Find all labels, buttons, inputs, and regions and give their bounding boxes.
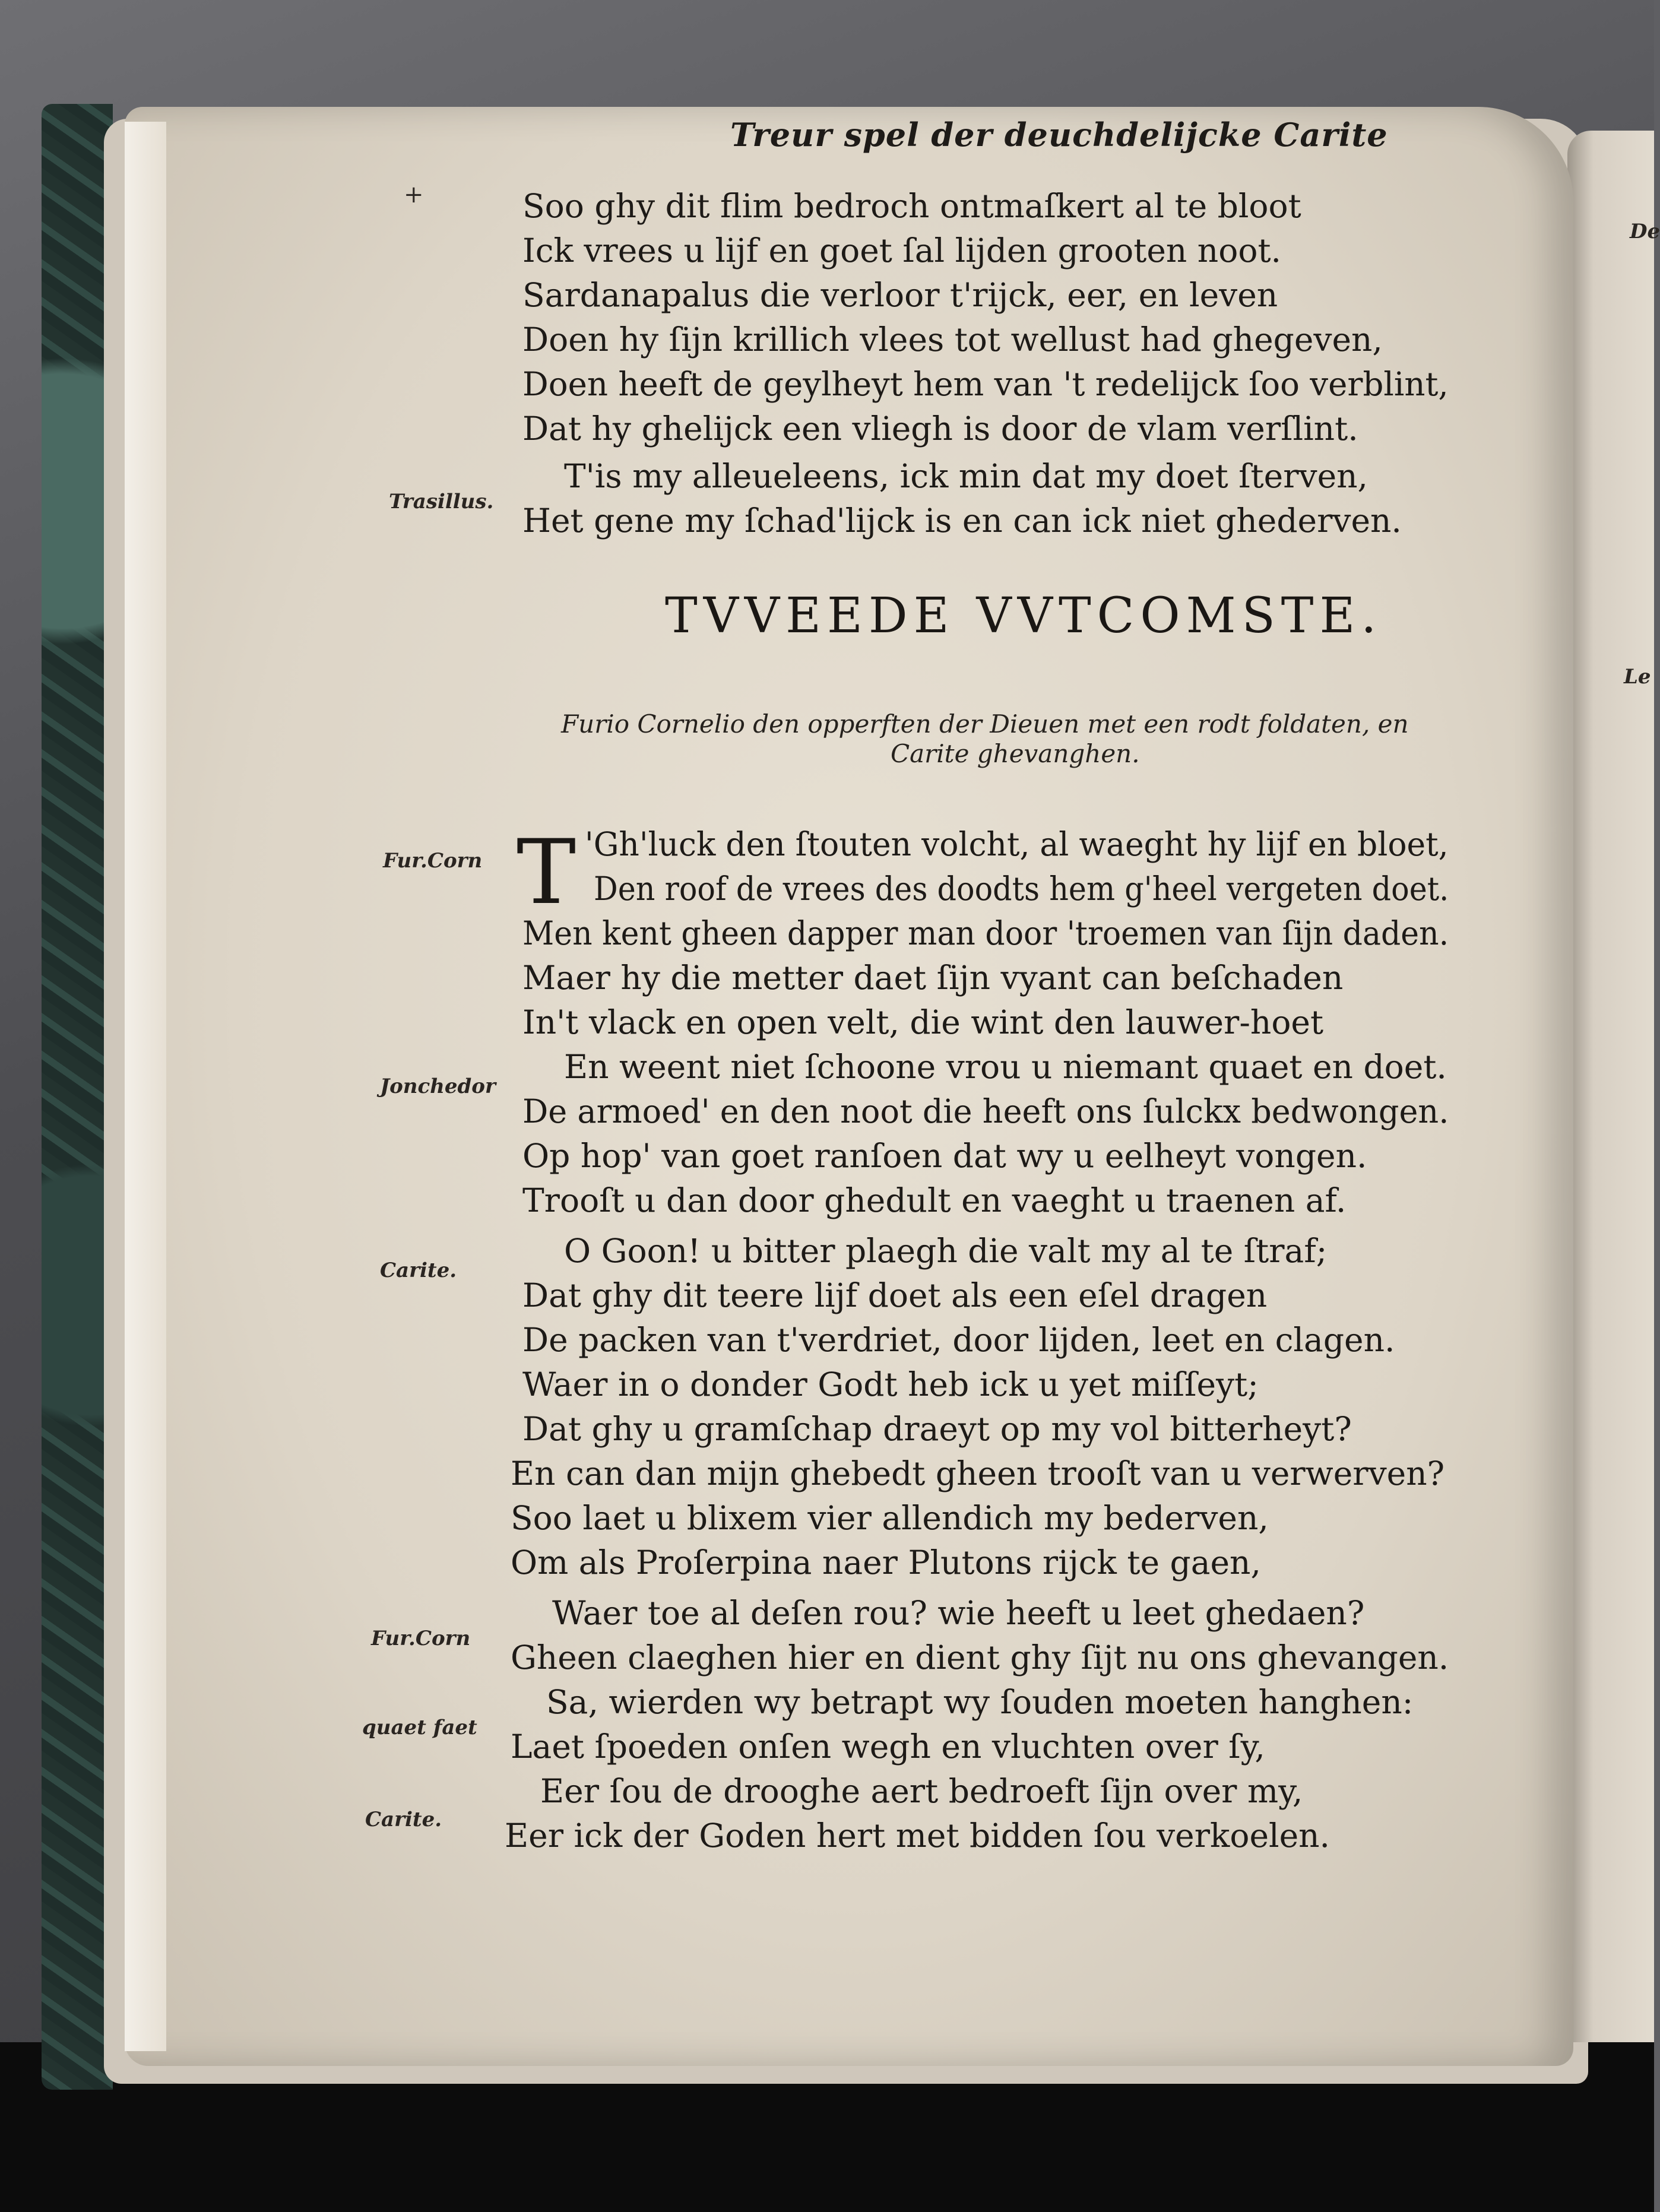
verse-line: Dat hy ghelijck een vliegh is door de vlam verſlint. [522, 410, 1358, 448]
verse-line: Men kent gheen dapper man door 'troemen van ſijn daden. [522, 914, 1449, 952]
verse-line: Trooſt u dan door ghedult en vaeght u traenen af. [522, 1181, 1347, 1219]
speaker-label: Trasillus. [389, 490, 494, 514]
verse-line: Doen heeft de geylheyt hem van 't redelijck ſoo verblint, [522, 365, 1449, 403]
verse-line: Gheen claeghen hier en dient ghy ſijt nu ons ghevangen. [511, 1639, 1449, 1677]
verse-line: Eer ſou de drooghe aert bedroeft ſijn over my, [540, 1772, 1303, 1810]
verse-line: In't vlack en open velt, die wint den lauwer-hoet [522, 1003, 1324, 1041]
verse-line: T'is my alleueleens, ick min dat my doet ſterven, [564, 457, 1368, 495]
verse-line: Soo ghy dit flim bedroch ontmaſkert al te bloot [522, 187, 1301, 225]
verse-line: Doen hy ſijn krillich vlees tot wellust had ghegeven, [522, 321, 1383, 359]
verse-line: Waer toe al deſen rou? wie heeft u leet ghedaen? [552, 1594, 1365, 1632]
facing-page-mark: Le [1624, 665, 1651, 689]
verse-line: Sardanapalus die verloor t'rijck, eer, en leven [522, 276, 1278, 314]
verse-line: Om als Proſerpina naer Plutons rijck te gaen, [511, 1544, 1261, 1582]
stage-direction: Furio Cornelio den opperften der Dieuen met een rodt foldaten, en [561, 709, 1409, 739]
speaker-label: Carite. [365, 1808, 442, 1831]
verse-line: Den roof de vrees des doodts hem g'heel vergeten doet. [594, 870, 1449, 908]
verse-line: De packen van t'verdriet, door lijden, leet en clagen. [522, 1321, 1395, 1359]
section-heading: TVVEEDE VVTCOMSTE. [665, 588, 1383, 644]
verse-line: De armoed' en den noot die heeft ons ſulckx bedwongen. [522, 1092, 1449, 1130]
verse-line: En weent niet ſchoone vrou u niemant quaet en doet. [564, 1048, 1447, 1086]
verse-line: Laet ſpoeden onſen wegh en vluchten over ſy, [511, 1728, 1265, 1766]
speaker-label: Fur.Corn [371, 1627, 471, 1650]
verse-line: Eer ick der Goden hert met bidden ſou verkoelen. [505, 1817, 1330, 1855]
verse-line: Maer hy die metter daet ſijn vyant can beſchaden [522, 959, 1344, 997]
verse-line: En can dan mijn ghebedt gheen trooſt van u verwerven? [511, 1454, 1445, 1492]
speaker-label: Jonchedor [380, 1075, 496, 1098]
page-gutter [125, 122, 166, 2051]
verse-line: 'Gh'luck den ſtouten volcht, al waeght hy lijf en bloet, [585, 825, 1449, 863]
verse-line: Het gene my ſchad'lijck is en can ick niet ghederven. [522, 502, 1402, 540]
speaker-label: Fur.Corn [383, 849, 483, 873]
verse-line: Dat ghy dit teere lijf doet als een eſel dragen [522, 1276, 1268, 1314]
drop-cap: T [517, 821, 576, 924]
running-head: Treur spel der deuchdelijcke Carite [730, 116, 1388, 154]
facing-page-mark: De [1630, 220, 1660, 243]
verse-line: Dat ghy u gramſchap draeyt op my vol bitterheyt? [522, 1410, 1352, 1448]
facing-page [1567, 131, 1660, 2042]
verse-line: Waer in o donder Godt heb ick u yet miſſeyt; [522, 1365, 1259, 1403]
verse-line: Soo laet u blixem vier allendich my bederven, [511, 1499, 1269, 1537]
verse-line: O Goon! u bitter plaegh die valt my al te ſtraf; [564, 1232, 1328, 1270]
speaker-label: quaet faet [362, 1716, 477, 1739]
verse-line: Ick vrees u lijf en goet ſal lijden grooten noot. [522, 232, 1282, 270]
verse-line: Sa, wierden wy betrapt wy ſouden moeten hanghen: [546, 1683, 1414, 1721]
stage-direction: Carite ghevanghen. [891, 739, 1140, 768]
printer-mark: + [404, 181, 424, 208]
verse-line: Op hop' van goet ranſoen dat wy u eelheyt vongen. [522, 1137, 1367, 1175]
speaker-label: Carite. [380, 1259, 457, 1282]
book-cover-marbled [42, 104, 113, 2090]
